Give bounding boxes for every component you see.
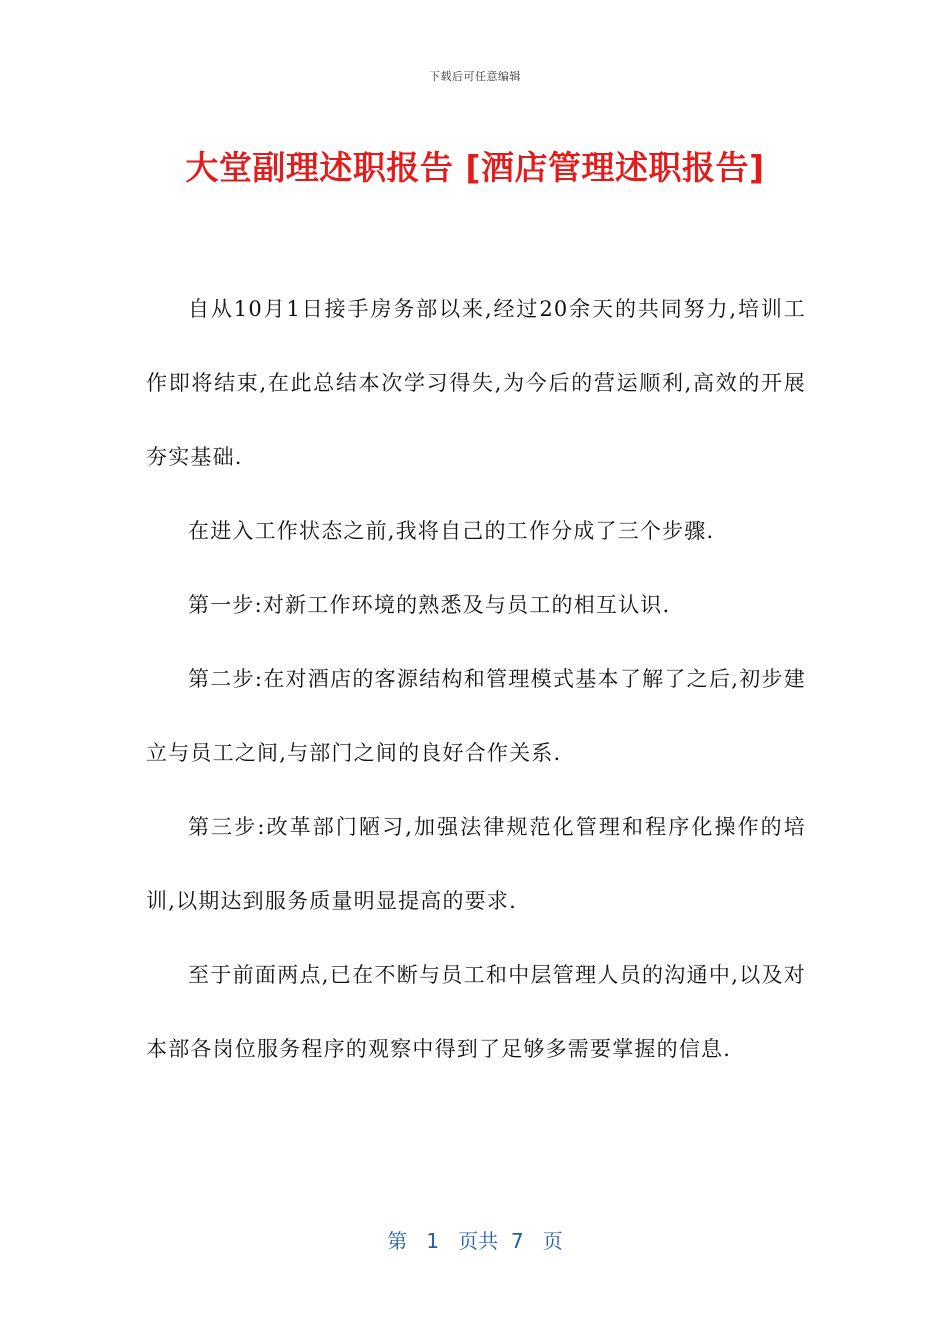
- paragraph: 自从10月1日接手房务部以来,经过20余天的共同努力,培训工作即将结束,在此总结本次学习得失,为今后的营运顺利,高效的开展夯实基础.: [146, 297, 806, 469]
- footer-middle: 页共: [458, 1229, 499, 1253]
- footer-current-page: 1: [426, 1229, 440, 1253]
- footer-suffix: 页: [542, 1229, 563, 1253]
- document-title: 大堂副理述职报告 [酒店管理述职报告]: [185, 148, 765, 187]
- paragraph: 至于前面两点,已在不断与员工和中层管理人员的沟通中,以及对本部各岗位服务程序的观察中得到了足够多需要掌握的信息.: [146, 963, 806, 1061]
- paragraph: 第三步:改革部门陋习,加强法律规范化管理和程序化操作的培训,以期达到服务质量明显提高的要求.: [146, 815, 806, 913]
- paragraph: 第二步:在对酒店的客源结构和管理模式基本了解了之后,初步建立与员工之间,与部门之间的良好合作关系.: [146, 667, 806, 765]
- paragraph: 第一步:对新工作环境的熟悉及与员工的相互认识.: [188, 593, 671, 617]
- footer-prefix: 第: [387, 1229, 408, 1253]
- footer-total-pages: 7: [510, 1229, 524, 1253]
- paragraph: 在进入工作状态之前,我将自己的工作分成了三个步骤.: [188, 519, 715, 543]
- header-note: 下载后可任意编辑: [429, 70, 521, 83]
- page-footer: [0, 1225, 950, 1254]
- document-body: [146, 272, 806, 1086]
